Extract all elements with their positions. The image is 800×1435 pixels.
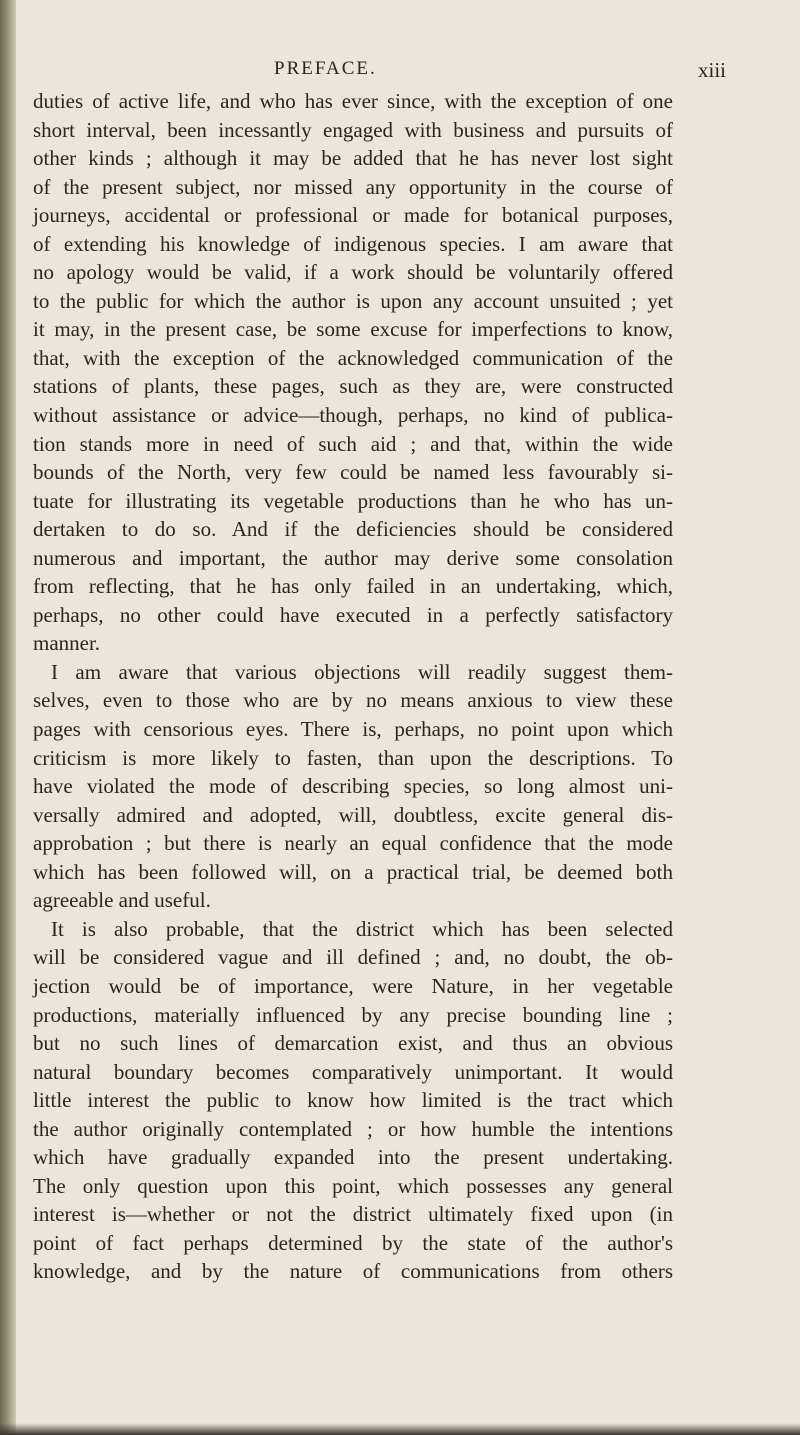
text-line: The only question upon this point, which possesses any general	[33, 1173, 673, 1198]
text-line: without assistance or advice—though, perhaps, no kind of publica-	[33, 403, 673, 428]
text-line: jection would be of importance, were Nature, in her vegetable	[33, 973, 673, 998]
book-page	[16, 0, 800, 1435]
text-line: tuate for illustrating its vegetable productions than he who has un-	[33, 488, 673, 513]
text-line: manner.	[33, 631, 101, 656]
text-line: that, with the exception of the acknowledged communication of the	[33, 345, 673, 370]
text-line: selves, even to those who are by no means anxious to view these	[33, 688, 673, 713]
text-line: duties of active life, and who has ever since, with the exception of one	[33, 89, 673, 113]
text-line: bounds of the North, very few could be named less favourably si-	[33, 460, 673, 485]
text-line: it may, in the present case, be some excuse for imperfections to know,	[33, 317, 673, 342]
page-number: xiii	[698, 58, 727, 82]
text-line: from reflecting, that he has only failed in an undertaking, which,	[33, 574, 673, 599]
text-line: knowledge, and by the nature of communications from others	[33, 1259, 673, 1284]
text-line: of extending his knowledge of indigenous species. I am aware that	[33, 231, 673, 256]
text-line: agreeable and useful.	[33, 888, 211, 913]
text-line: other kinds ; although it may be added that he has never lost sight	[33, 146, 673, 171]
text-line: the author originally contemplated ; or how humble the intentions	[33, 1116, 673, 1141]
text-line: numerous and important, the author may derive some consolation	[33, 545, 673, 570]
text-line: which has been followed will, on a practical trial, be deemed both	[33, 859, 673, 884]
text-line: perhaps, no other could have executed in a perfectly satisfactory	[33, 602, 673, 627]
text-line: short interval, been incessantly engaged with business and pursuits of	[33, 117, 673, 142]
text-line: tion stands more in need of such aid ; and that, within the wide	[33, 431, 673, 456]
text-line: have violated the mode of describing species, so long almost uni-	[33, 774, 673, 799]
text-line: dertaken to do so. And if the deficiencies should be considered	[33, 517, 673, 542]
text-line: point of fact perhaps determined by the state of the author's	[33, 1230, 673, 1255]
text-line: to the public for which the author is upon any account unsuited ; yet	[33, 288, 673, 313]
text-line: interest is—whether or not the district ultimately fixed upon (in	[33, 1202, 673, 1227]
text-line: I am aware that various objections will readily suggest them-	[51, 659, 673, 684]
text-line: no apology would be valid, if a work should be voluntarily offered	[33, 260, 673, 285]
text-line: but no such lines of demarcation exist, and thus an obvious	[33, 1031, 673, 1056]
page-bottom-shadow	[0, 1423, 800, 1435]
text-line: approbation ; but there is nearly an equal confidence that the mode	[33, 831, 673, 856]
body-text	[33, 87, 673, 1286]
text-line: which have gradually expanded into the present undertaking.	[33, 1145, 673, 1170]
text-line: little interest the public to know how limited is the tract which	[33, 1088, 673, 1113]
text-line: natural boundary becomes comparatively unimportant. It would	[33, 1059, 673, 1084]
text-line: stations of plants, these pages, such as they are, were constructed	[33, 374, 673, 399]
text-line: versally admired and adopted, will, doubtless, excite general dis-	[33, 802, 673, 827]
text-line: criticism is more likely to fasten, than upon the descriptions. To	[33, 745, 673, 770]
text-line: of the present subject, nor missed any opportunity in the course of	[33, 174, 673, 199]
text-line: journeys, accidental or professional or made for botanical purposes,	[33, 203, 673, 228]
book-binding-edge	[0, 0, 16, 1435]
running-head-title: PREFACE.	[274, 58, 377, 79]
running-head	[16, 58, 800, 88]
text-line: It is also probable, that the district which has been selected	[51, 916, 673, 941]
text-line: will be considered vague and ill defined ; and, no doubt, the ob-	[33, 945, 673, 970]
text-line: pages with censorious eyes. There is, perhaps, no point upon which	[33, 717, 673, 742]
text-line: productions, materially influenced by any precise bounding line ;	[33, 1002, 673, 1027]
